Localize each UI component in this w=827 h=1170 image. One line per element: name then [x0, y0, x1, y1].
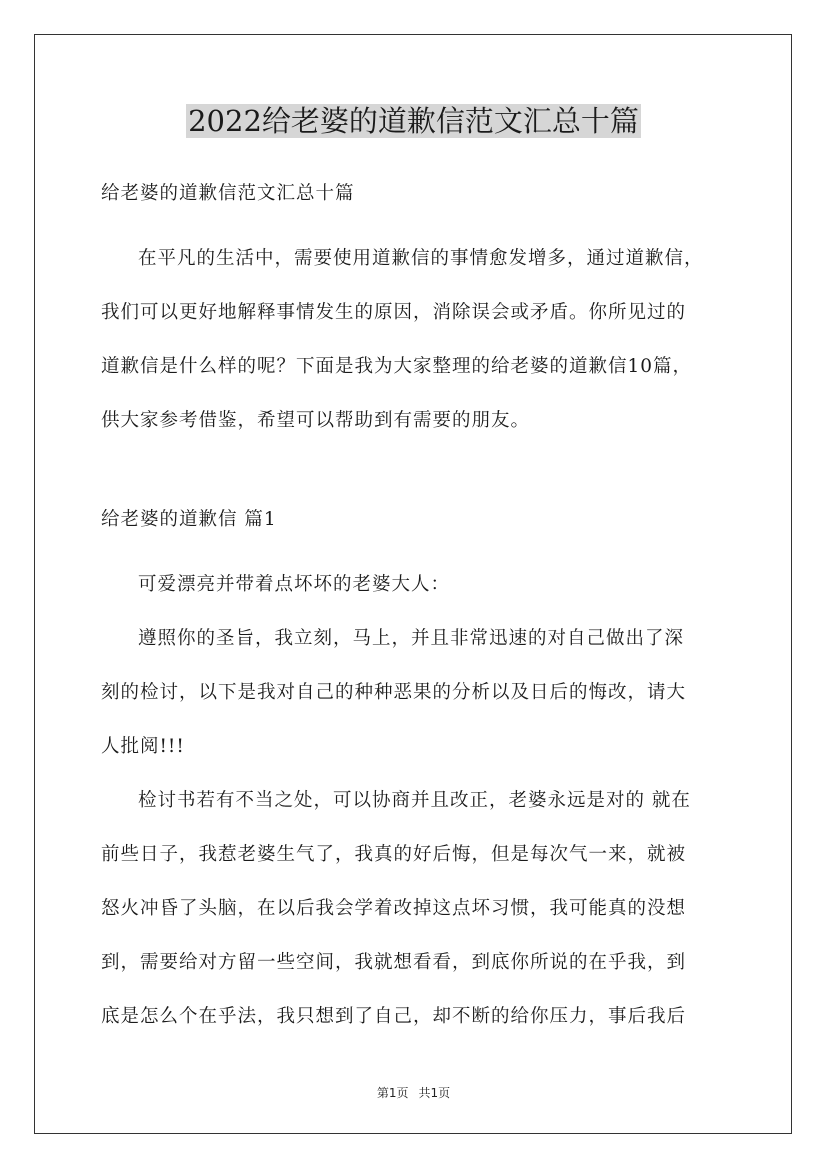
letter-line: 人批阅!!!	[101, 736, 185, 757]
intro-paragraph	[101, 232, 741, 448]
document-subtitle: 给老婆的道歉信范文汇总十篇	[101, 183, 355, 204]
letter-line: 怒火冲昏了头脑，在以后我会学着改掉这点坏习惯，我可能真的没想	[101, 898, 687, 919]
letter-line: 检讨书若有不当之处，可以协商并且改正，老婆永远是对的 就在	[138, 790, 691, 811]
letter-body	[101, 558, 741, 1044]
section-heading: 给老婆的道歉信 篇1	[101, 509, 277, 530]
intro-line: 道歉信是什么样的呢？下面是我为大家整理的给老婆的道歉信10篇，	[101, 356, 693, 377]
intro-line: 供大家参考借鉴，希望可以帮助到有需要的朋友。	[101, 410, 531, 431]
document-title-text: 2022给老婆的道歉信范文汇总十篇	[188, 104, 639, 138]
page-number: 第1页	[376, 1086, 409, 1100]
page-total: 共1页	[418, 1086, 451, 1100]
letter-line: 底是怎么个在乎法，我只想到了自己，却不断的给你压力，事后我后	[101, 1006, 687, 1027]
letter-line: 前些日子，我惹老婆生气了，我真的好后悔，但是每次气一来，就被	[101, 844, 687, 865]
intro-line: 在平凡的生活中，需要使用道歉信的事情愈发增多，通过道歉信，	[138, 248, 704, 269]
letter-line: 遵照你的圣旨，我立刻，马上，并且非常迅速的对自己做出了深	[138, 628, 685, 649]
page-footer	[0, 1084, 827, 1101]
letter-line: 到，需要给对方留一些空间，我就想看看，到底你所说的在乎我，到	[101, 952, 687, 973]
intro-line: 我们可以更好地解释事情发生的原因，消除误会或矛盾。你所见过的	[101, 302, 687, 323]
document-title	[0, 101, 827, 141]
letter-line: 刻的检讨，以下是我对自己的种种恶果的分析以及日后的悔改，请大	[101, 682, 687, 703]
letter-salutation: 可爱漂亮并带着点坏坏的老婆大人：	[138, 574, 451, 595]
